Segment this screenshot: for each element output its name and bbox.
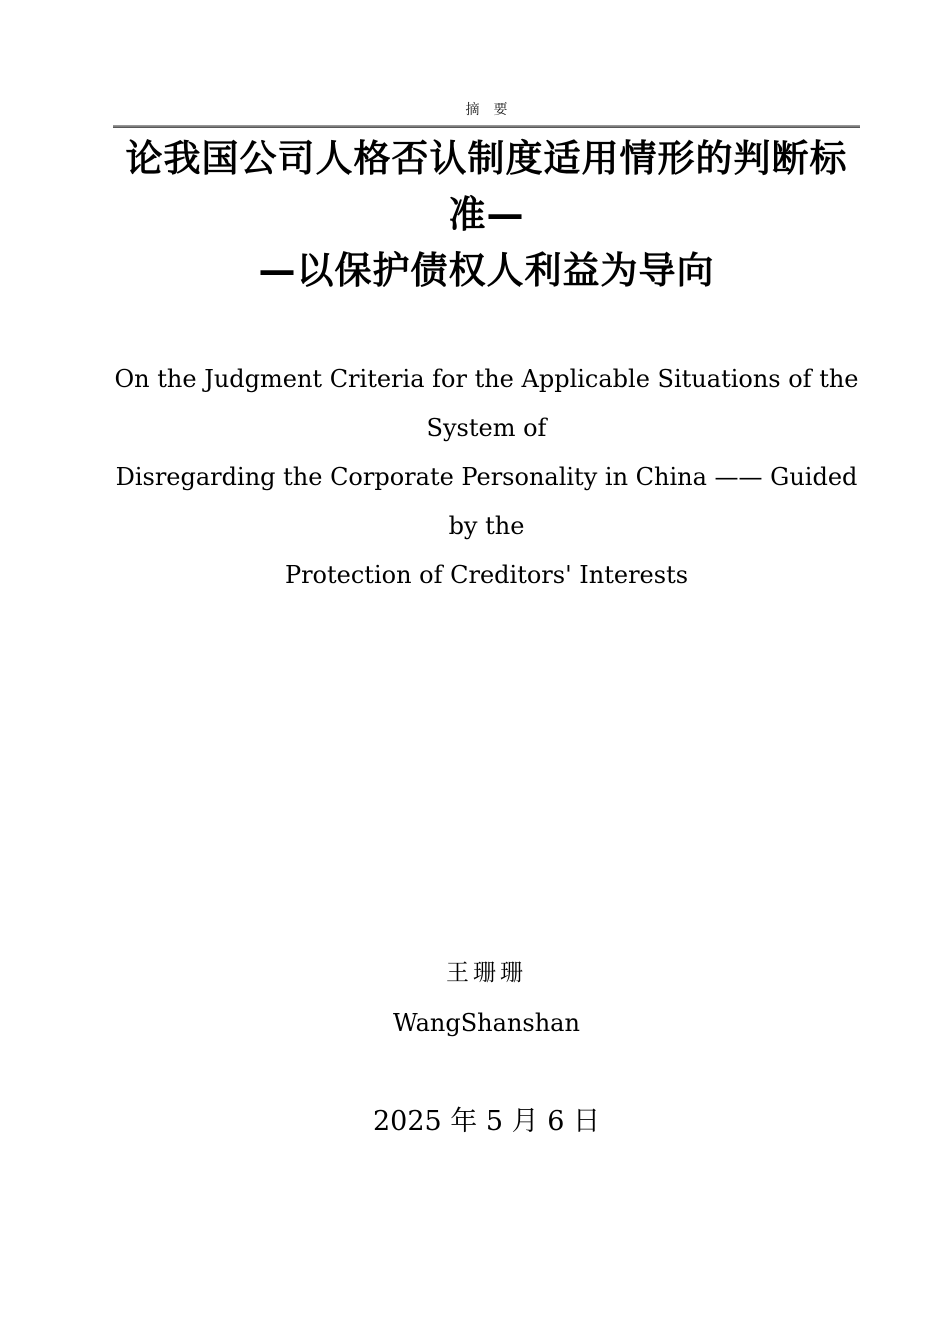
author-name-english: WangShanshan bbox=[393, 1009, 580, 1037]
author-name-chinese: 王珊珊 bbox=[446, 960, 527, 986]
abstract-header-label: 摘 要 bbox=[465, 102, 508, 118]
chinese-title bbox=[113, 131, 860, 299]
header-rule-divider bbox=[113, 125, 860, 128]
chinese-title-line-1: 论我国公司人格否认制度适用情形的判断标准— bbox=[125, 137, 848, 236]
english-title bbox=[113, 355, 860, 600]
english-title-line-2: Disregarding the Corporate Personality in China —— Guided by the bbox=[115, 463, 858, 540]
english-title-line-1: On the Judgment Criteria for the Applicable Situations of the System of bbox=[114, 365, 859, 442]
english-title-line-3: Protection of Creditors' Interests bbox=[284, 561, 689, 589]
chinese-title-line-2: —以保护债权人利益为导向 bbox=[258, 249, 715, 292]
date: 2025 年 5 月 6 日 bbox=[373, 1106, 600, 1137]
